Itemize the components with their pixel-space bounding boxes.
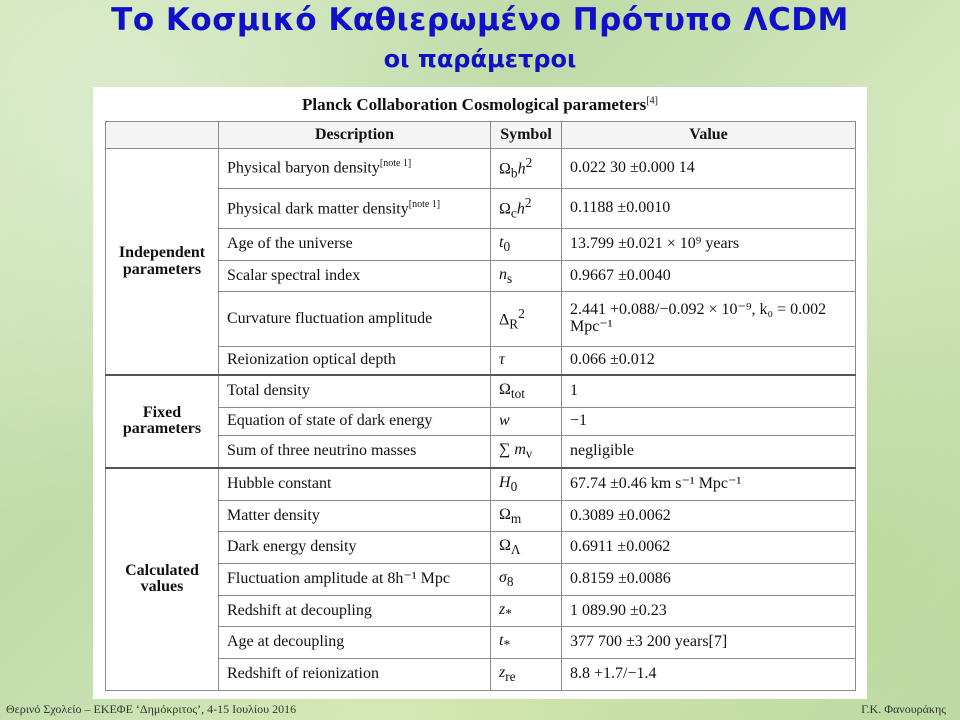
header-value: Value [562,122,856,149]
group-label-line1: Independent [118,243,206,261]
parameter-symbol: $\Omega_ch^2$ [491,189,562,229]
parameter-description [219,659,491,691]
parameter-value: 67.74 ±0.46 km s⁻¹ Mpc⁻¹ [562,468,856,500]
table-row [106,407,856,435]
parameter-description [219,564,491,596]
table-row [106,189,856,229]
parameter-description [219,346,491,375]
parameter-description [219,407,491,435]
header-group [106,122,219,149]
parameter-description [219,627,491,659]
parameter-symbol: $z_*$ [491,595,562,627]
description-text: Reionization optical depth [227,350,396,368]
parameter-value: −1 [562,407,856,435]
description-note[interactable]: [note 1] [379,158,412,170]
group-label-line2: parameters [122,420,202,438]
group-label [106,149,219,376]
table-row [106,149,856,189]
table-row [106,532,856,564]
description-text: Redshift of reionization [227,665,379,683]
parameters-panel [93,87,867,699]
parameter-description [219,189,491,229]
description-text: Redshift at decoupling [227,601,372,619]
parameter-description [219,375,491,407]
description-text: Scalar spectral index [227,266,361,284]
description-text: Curvature fluctuation amplitude [227,309,433,327]
parameter-description [219,468,491,500]
description-text: Sum of three neutrino masses [227,441,417,459]
parameter-value: 0.6911 ±0.0062 [562,532,856,564]
group-label-line1: Calculated [125,561,199,579]
table-row [106,375,856,407]
parameter-value: 377 700 ±3 200 years[7] [562,627,856,659]
parameter-symbol: $\Omega_{tot}$ [491,375,562,407]
parameter-description [219,149,491,189]
description-text: Matter density [227,506,320,524]
parameter-symbol: $\Omega_\Lambda$ [491,532,562,564]
table-row [106,595,856,627]
parameter-symbol: $n_s$ [491,260,562,292]
table-row [106,564,856,596]
parameter-symbol: τ [491,346,562,375]
parameter-description [219,435,491,467]
description-text: Equation of state of dark energy [227,412,433,430]
table-row [106,229,856,261]
parameter-value: 0.3089 ±0.0062 [562,500,856,532]
table-row [106,468,856,500]
parameter-symbol: $\Omega_bh^2$ [491,149,562,189]
parameter-symbol: $\Delta_R^2$ [491,292,562,346]
description-text: Physical dark matter density [227,199,409,217]
slide-subtitle: οι παράμετροι [383,45,577,73]
description-text: Fluctuation amplitude at 8h⁻¹ Mpc [227,570,450,588]
description-text: Age of the universe [227,235,353,253]
footer-event: Θερινό Σχολείο – ΕΚΕΦΕ ‘Δημόκριτος’, 4-15 Ιουλίου 2016 [6,702,297,716]
slide-title: Το Κοσμικό Καθιερωμένο Πρότυπο ΛCDM [111,2,849,38]
parameter-value: 0.066 ±0.012 [562,346,856,375]
description-text: Age at decoupling [227,633,345,651]
parameter-value: 13.799 ±0.021 × 10⁹ years [562,229,856,261]
table-header-row [106,122,856,149]
header-description: Description [219,122,491,149]
caption-reference: [4] [646,95,658,107]
parameter-symbol: $\Omega_m$ [491,500,562,532]
parameter-value: 8.8 +1.7/−1.4 [562,659,856,691]
parameter-value: 0.1188 ±0.0010 [562,189,856,229]
group-label [106,375,219,468]
description-text: Total density [227,382,310,400]
parameter-description [219,500,491,532]
parameter-value: 1 089.90 ±0.23 [562,595,856,627]
footer-author: Γ.Κ. Φανουράκης [861,702,946,716]
table-caption [93,95,867,115]
table-row [106,346,856,375]
description-text: Physical baryon density [227,159,380,177]
description-text: Dark energy density [227,538,357,556]
group-label [106,468,219,691]
parameter-description [219,292,491,346]
description-text: Hubble constant [227,474,332,492]
parameter-description [219,595,491,627]
parameter-symbol: $H_0$ [491,468,562,500]
header-symbol: Symbol [491,122,562,149]
table-row [106,500,856,532]
parameter-symbol: $\sigma_8$ [491,564,562,596]
parameter-symbol: $z_{re}$ [491,659,562,691]
caption-text: Planck Collaboration Cosmological parameters [302,95,647,114]
description-note[interactable]: [note 1] [408,198,441,210]
parameter-value: negligible [562,435,856,467]
parameter-value: 0.022 30 ±0.000 14 [562,149,856,189]
parameter-symbol: $t_*$ [491,627,562,659]
table-body [106,149,856,691]
parameter-symbol: ∑ $m_\nu$ [491,435,562,467]
cosmological-parameters-table [105,121,856,691]
table-row [106,260,856,292]
parameter-symbol: w [491,407,562,435]
table-row [106,659,856,691]
group-label-line2: values [140,578,184,596]
table-row [106,292,856,346]
parameter-symbol: $t_0$ [491,229,562,261]
parameter-value: 0.8159 ±0.0086 [562,564,856,596]
parameter-description [219,260,491,292]
table-row [106,435,856,467]
group-label-line2: parameters [122,260,202,278]
table-row [106,627,856,659]
group-label-line1: Fixed [142,403,182,421]
parameter-description [219,532,491,564]
parameter-value: 1 [562,375,856,407]
parameter-value: 2.441 +0.088/−0.092 × 10⁻⁹, k₀ = 0.002 Mpc⁻¹ [562,292,856,346]
parameter-description [219,229,491,261]
parameter-value: 0.9667 ±0.0040 [562,260,856,292]
